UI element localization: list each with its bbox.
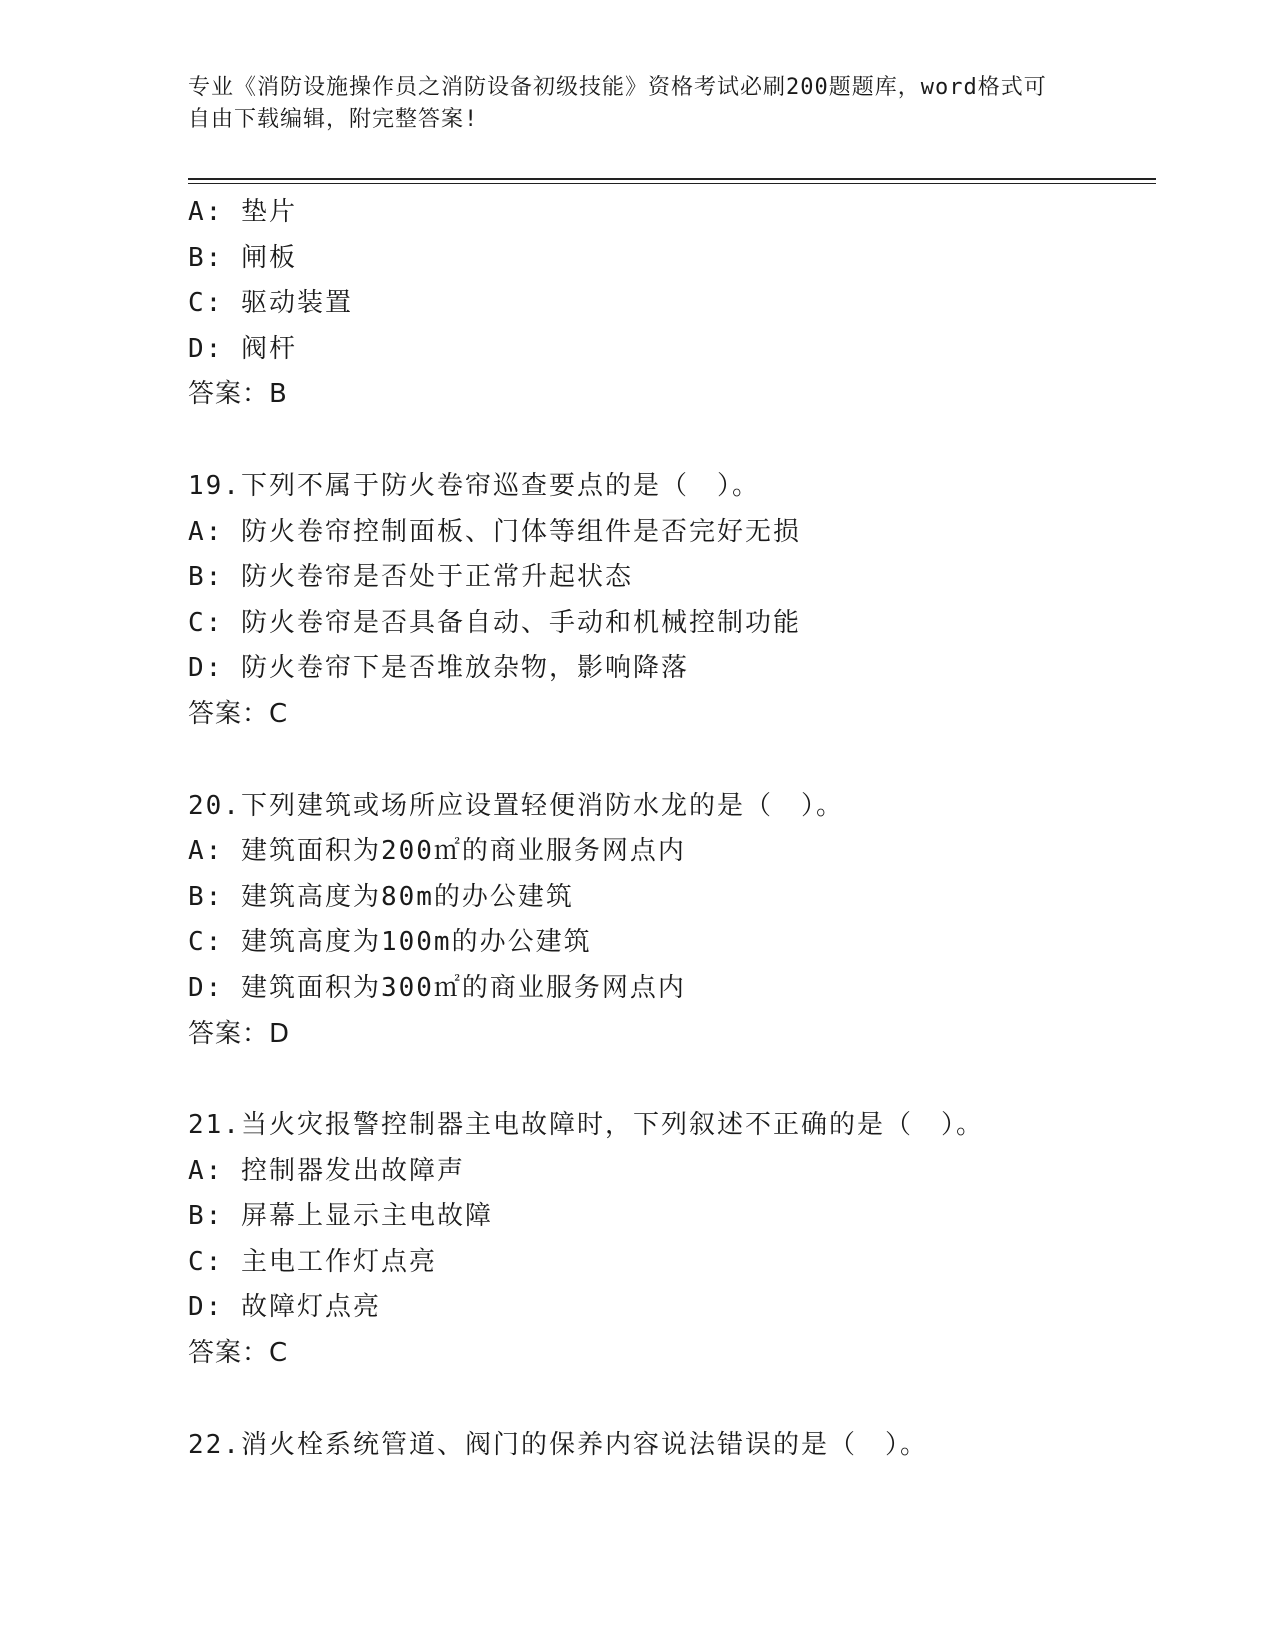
question-20 [188, 784, 1148, 1058]
question-stem: 21.当火灾报警控制器主电故障时，下列叙述不正确的是（ ）。 [188, 1110, 984, 1141]
answer-line: 答案：C [188, 698, 289, 729]
spacer [188, 418, 1148, 464]
option-a: A: 控制器发出故障声 [188, 1155, 465, 1186]
answer-line: 答案：D [188, 1018, 291, 1049]
header-divider-thin [188, 183, 1156, 184]
option-a: A: 防火卷帘控制面板、门体等组件是否完好无损 [188, 516, 801, 547]
option-a: A: 建筑面积为200㎡的商业服务网点内 [188, 836, 686, 867]
option-d: D: 防火卷帘下是否堆放杂物，影响降落 [188, 653, 689, 684]
option-d: D: 故障灯点亮 [188, 1292, 381, 1323]
option-d: D: 阀杆 [188, 333, 297, 364]
spacer [188, 1057, 1148, 1103]
option-c: C: 防火卷帘是否具备自动、手动和机械控制功能 [188, 607, 801, 638]
question-18-continued [188, 190, 1148, 418]
answer-line: 答案：C [188, 1338, 289, 1369]
option-c: C: 建筑高度为100m的办公建筑 [188, 927, 592, 958]
document-header [188, 72, 1068, 136]
option-a: A: 垫片 [188, 197, 297, 227]
option-b: B: 防火卷帘是否处于正常升起状态 [188, 562, 633, 593]
question-21 [188, 1103, 1148, 1377]
option-b: B: 建筑高度为80m的办公建筑 [188, 881, 574, 912]
answer-line: 答案：B [188, 379, 288, 410]
question-stem: 22.消火栓系统管道、阀门的保养内容说法错误的是（ ）。 [188, 1429, 928, 1460]
question-19 [188, 464, 1148, 738]
option-b: B: 屏幕上显示主电故障 [188, 1201, 493, 1232]
question-stem: 19.下列不属于防火卷帘巡查要点的是（ ）。 [188, 470, 760, 501]
header-text: 专业《消防设施操作员之消防设备初级技能》资格考试必刷200题题库，word格式可自由下载编辑，附完整答案! [188, 75, 1047, 132]
option-b: B: 闸板 [188, 242, 297, 273]
header-divider-thick [188, 178, 1156, 180]
option-d: D: 建筑面积为300㎡的商业服务网点内 [188, 972, 686, 1003]
question-22 [188, 1423, 1148, 1469]
option-c: C: 驱动装置 [188, 288, 353, 319]
question-list [188, 190, 1148, 1468]
question-stem: 20.下列建筑或场所应设置轻便消防水龙的是（ ）。 [188, 790, 844, 821]
spacer [188, 1377, 1148, 1423]
option-c: C: 主电工作灯点亮 [188, 1246, 437, 1277]
spacer [188, 738, 1148, 784]
